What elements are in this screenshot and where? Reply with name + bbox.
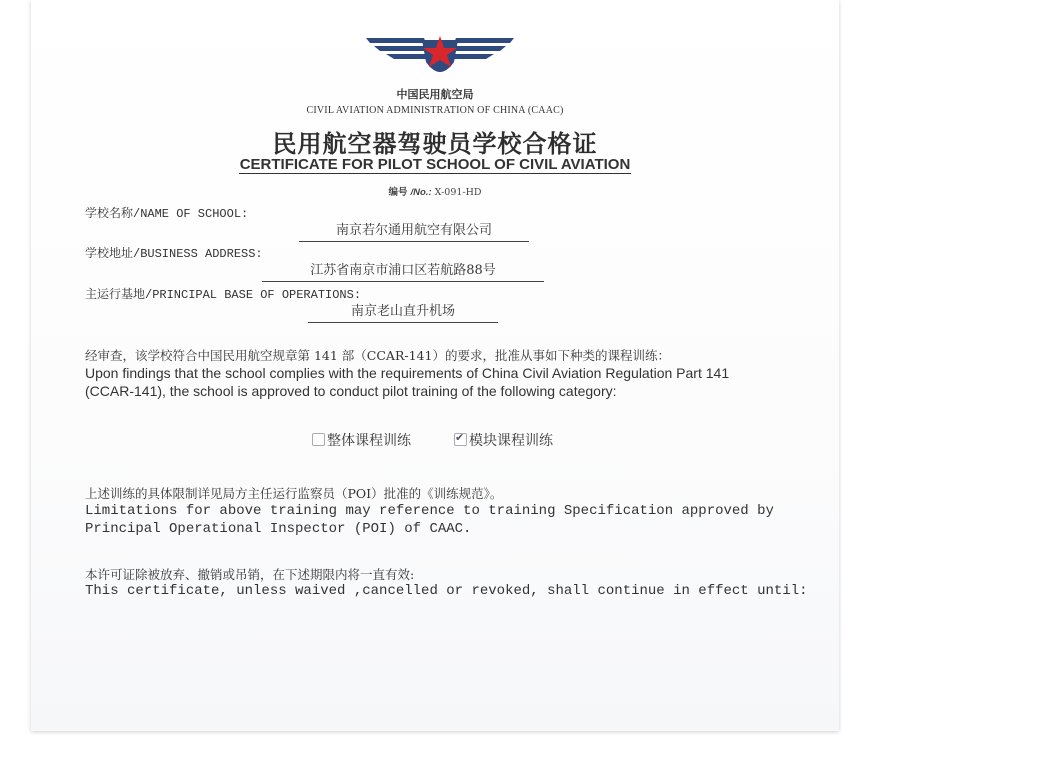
cert-no-label-cn: 编号 bbox=[388, 187, 408, 198]
certificate-number bbox=[31, 184, 839, 198]
base-value: 南京老山直升机场 bbox=[308, 304, 498, 323]
category-modular-label: 模块课程训练 bbox=[469, 433, 553, 449]
limitations-text-en-line2: Principal Operational Inspector (POI) of CAAC. bbox=[85, 521, 472, 537]
approval-text-en-line1: Upon findings that the school complies with the requirements of China Civil Aviation Regulation Part 141 bbox=[85, 365, 730, 381]
certificate-title-en: CERTIFICATE FOR PILOT SCHOOL OF CIVIL AVIATION bbox=[239, 156, 631, 173]
limitations-text-en-line1: Limitations for above training may reference to training Specification approved by bbox=[85, 503, 774, 519]
checkbox-checked-icon bbox=[454, 433, 467, 446]
address-label: 学校地址/BUSINESS ADDRESS: bbox=[85, 247, 263, 261]
address-value: 江苏省南京市浦口区若航路88号 bbox=[262, 263, 544, 282]
checkbox-unchecked-icon bbox=[312, 433, 325, 446]
approval-text-en-line2: (CCAR-141), the school is approved to conduct pilot training of the following category: bbox=[85, 383, 617, 399]
validity-text-en: This certificate, unless waived ,cancelled or revoked, shall continue in effect until: bbox=[85, 583, 808, 599]
agency-name-cn: 中国民用航空局 bbox=[396, 88, 474, 101]
certificate-page bbox=[31, 0, 839, 731]
caac-logo-icon bbox=[364, 34, 516, 84]
validity-text-cn: 本许可证除被放弃、撤销或吊销，在下述期限内将一直有效: bbox=[85, 567, 415, 582]
category-modular bbox=[454, 430, 553, 450]
cert-no-value: X-091-HD bbox=[434, 187, 482, 198]
agency-name-en: CIVIL AVIATION ADMINISTRATION OF CHINA (CAAC) bbox=[306, 105, 564, 116]
limitations-text-cn: 上述训练的具体限制详见局方主任运行监察员（POI）批准的《训练规范》。 bbox=[85, 486, 503, 501]
base-label: 主运行基地/PRINCIPAL BASE OF OPERATIONS: bbox=[85, 288, 362, 302]
certificate-title-cn: 民用航空器驾驶员学校合格证 bbox=[272, 130, 598, 158]
school-name-value: 南京若尔通用航空有限公司 bbox=[299, 223, 529, 242]
cert-no-label-en: /No.: bbox=[410, 187, 432, 198]
approval-text-cn: 经审查，该学校符合中国民用航空规章第 141 部（CCAR-141）的要求，批准从事如下种类的课程训练： bbox=[85, 348, 670, 363]
category-integrated-label: 整体课程训练 bbox=[327, 433, 411, 449]
category-integrated bbox=[312, 430, 411, 450]
school-name-label: 学校名称/NAME OF SCHOOL: bbox=[85, 207, 249, 221]
certificate-title-en-wrap bbox=[31, 156, 839, 173]
